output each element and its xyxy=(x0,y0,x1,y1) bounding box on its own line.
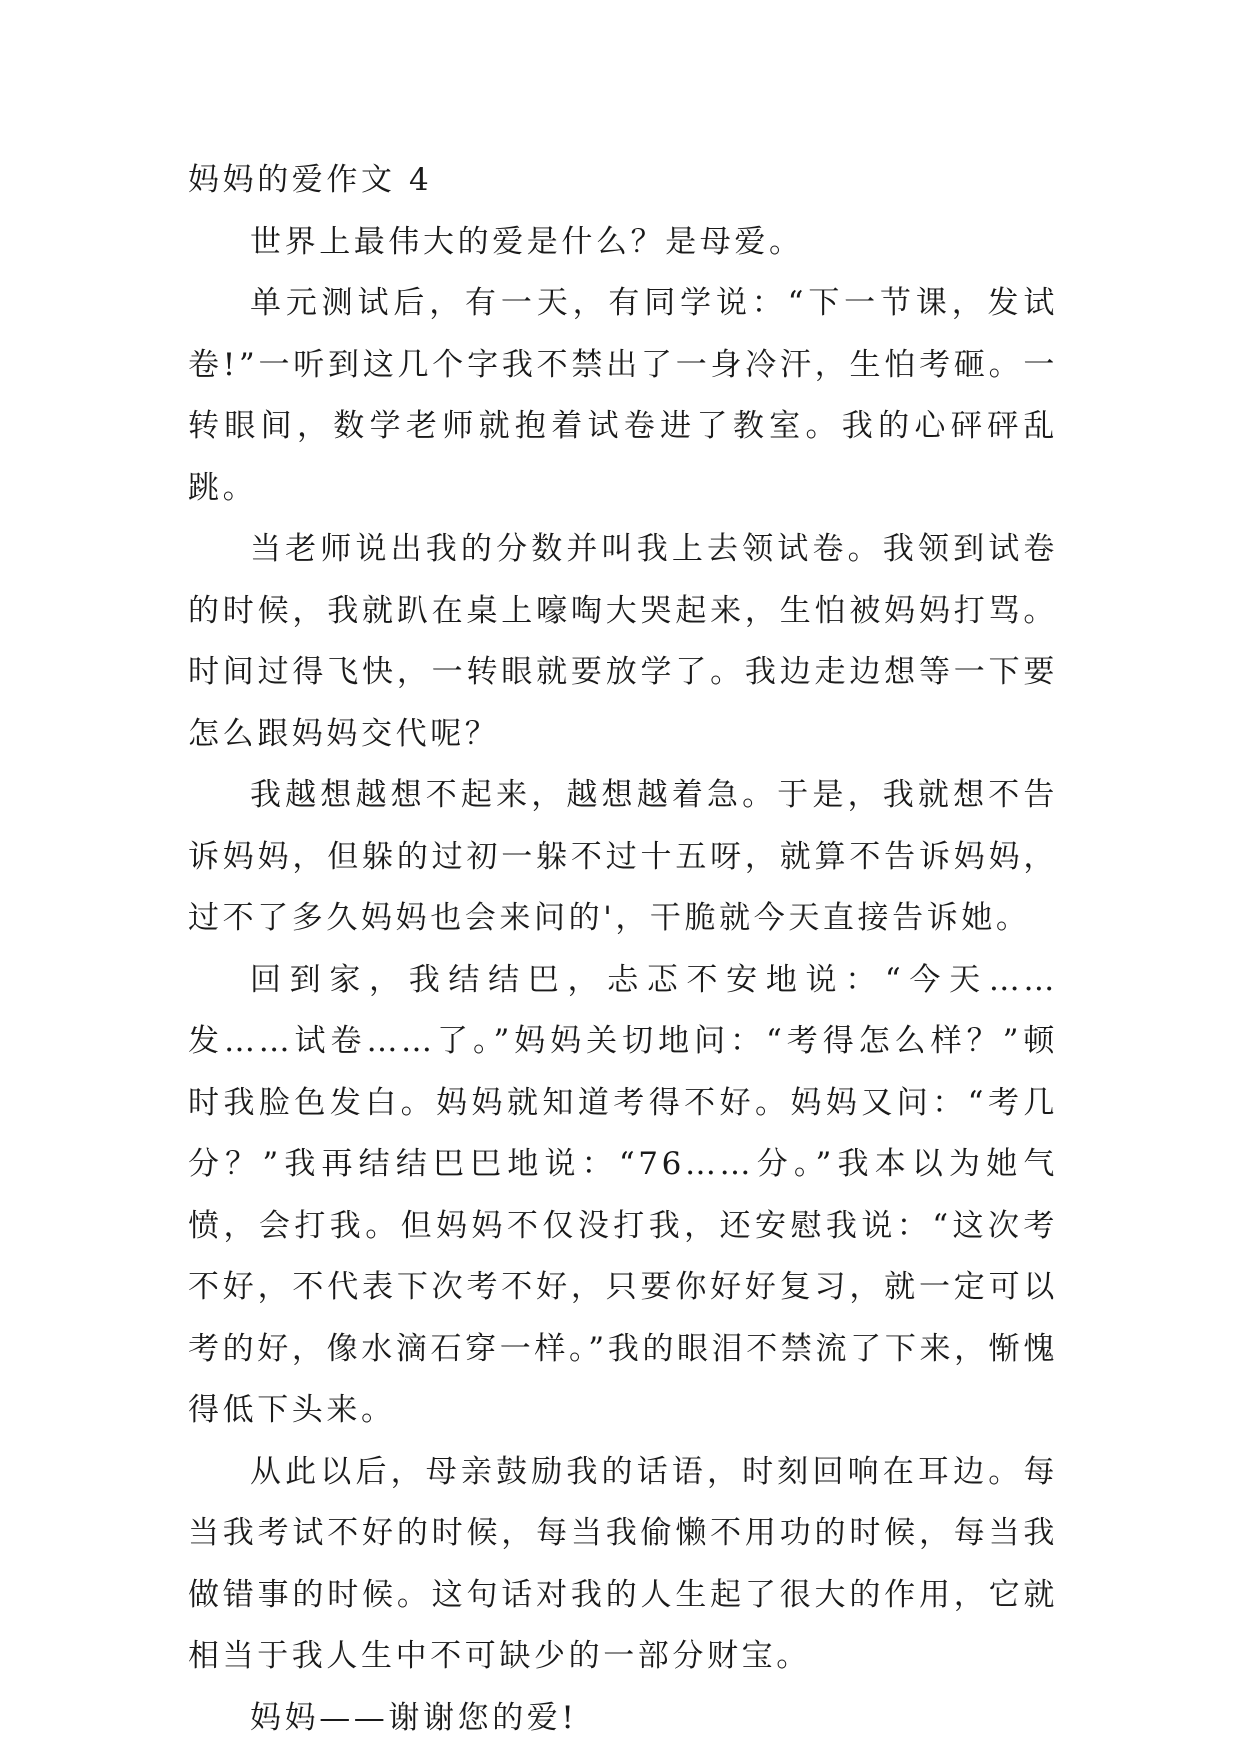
paragraph: 回到家，我结结巴，忐忑不安地说：“今天……发……试卷……了。”妈妈关切地问：“考得怎么样？”顿时我脸色发白。妈妈就知道考得不好。妈妈又问：“考几分？”我再结结巴巴地说：“76……分。”我本以为她气愤，会打我。但妈妈不仅没打我，还安慰我说：“这次考不好，不代表下次考不好，只要你好好复习，就一定可以考的好，像水滴石穿一样。”我的眼泪不禁流了下来，惭愧得低下头来。 xyxy=(188,961,1058,1428)
paragraph: 从此以后，母亲鼓励我的话语，时刻回响在耳边。每当我考试不好的时候，每当我偷懒不用功的时候，每当我做错事的时候。这句话对我的人生起了很大的作用，它就相当于我人生中不可缺少的一部分财宝。 xyxy=(188,1453,1058,1674)
paragraph: 世界上最伟大的爱是什么？是母爱。 xyxy=(250,223,804,260)
document-body xyxy=(188,150,1058,1749)
paragraph: 妈妈——谢谢您的爱! xyxy=(250,1699,578,1736)
paragraph: 当老师说出我的分数并叫我上去领试卷。我领到试卷的时候，我就趴在桌上嚎啕大哭起来，生怕被妈妈打骂。时间过得飞快，一转眼就要放学了。我边走边想等一下要怎么跟妈妈交代呢？ xyxy=(188,531,1058,752)
document-title: 妈妈的爱作文 4 xyxy=(188,162,433,198)
paragraph: 单元测试后，有一天，有同学说：“下一节课，发试卷!”一听到这几个字我不禁出了一身冷汗，生怕考砸。一转眼间，数学老师就抱着试卷进了教室。我的心砰砰乱跳。 xyxy=(188,285,1058,506)
paragraph: 我越想越想不起来，越想越着急。于是，我就想不告诉妈妈，但躲的过初一躲不过十五呀，就算不告诉妈妈，过不了多久妈妈也会来问的'，干脆就今天直接告诉她。 xyxy=(188,777,1058,936)
